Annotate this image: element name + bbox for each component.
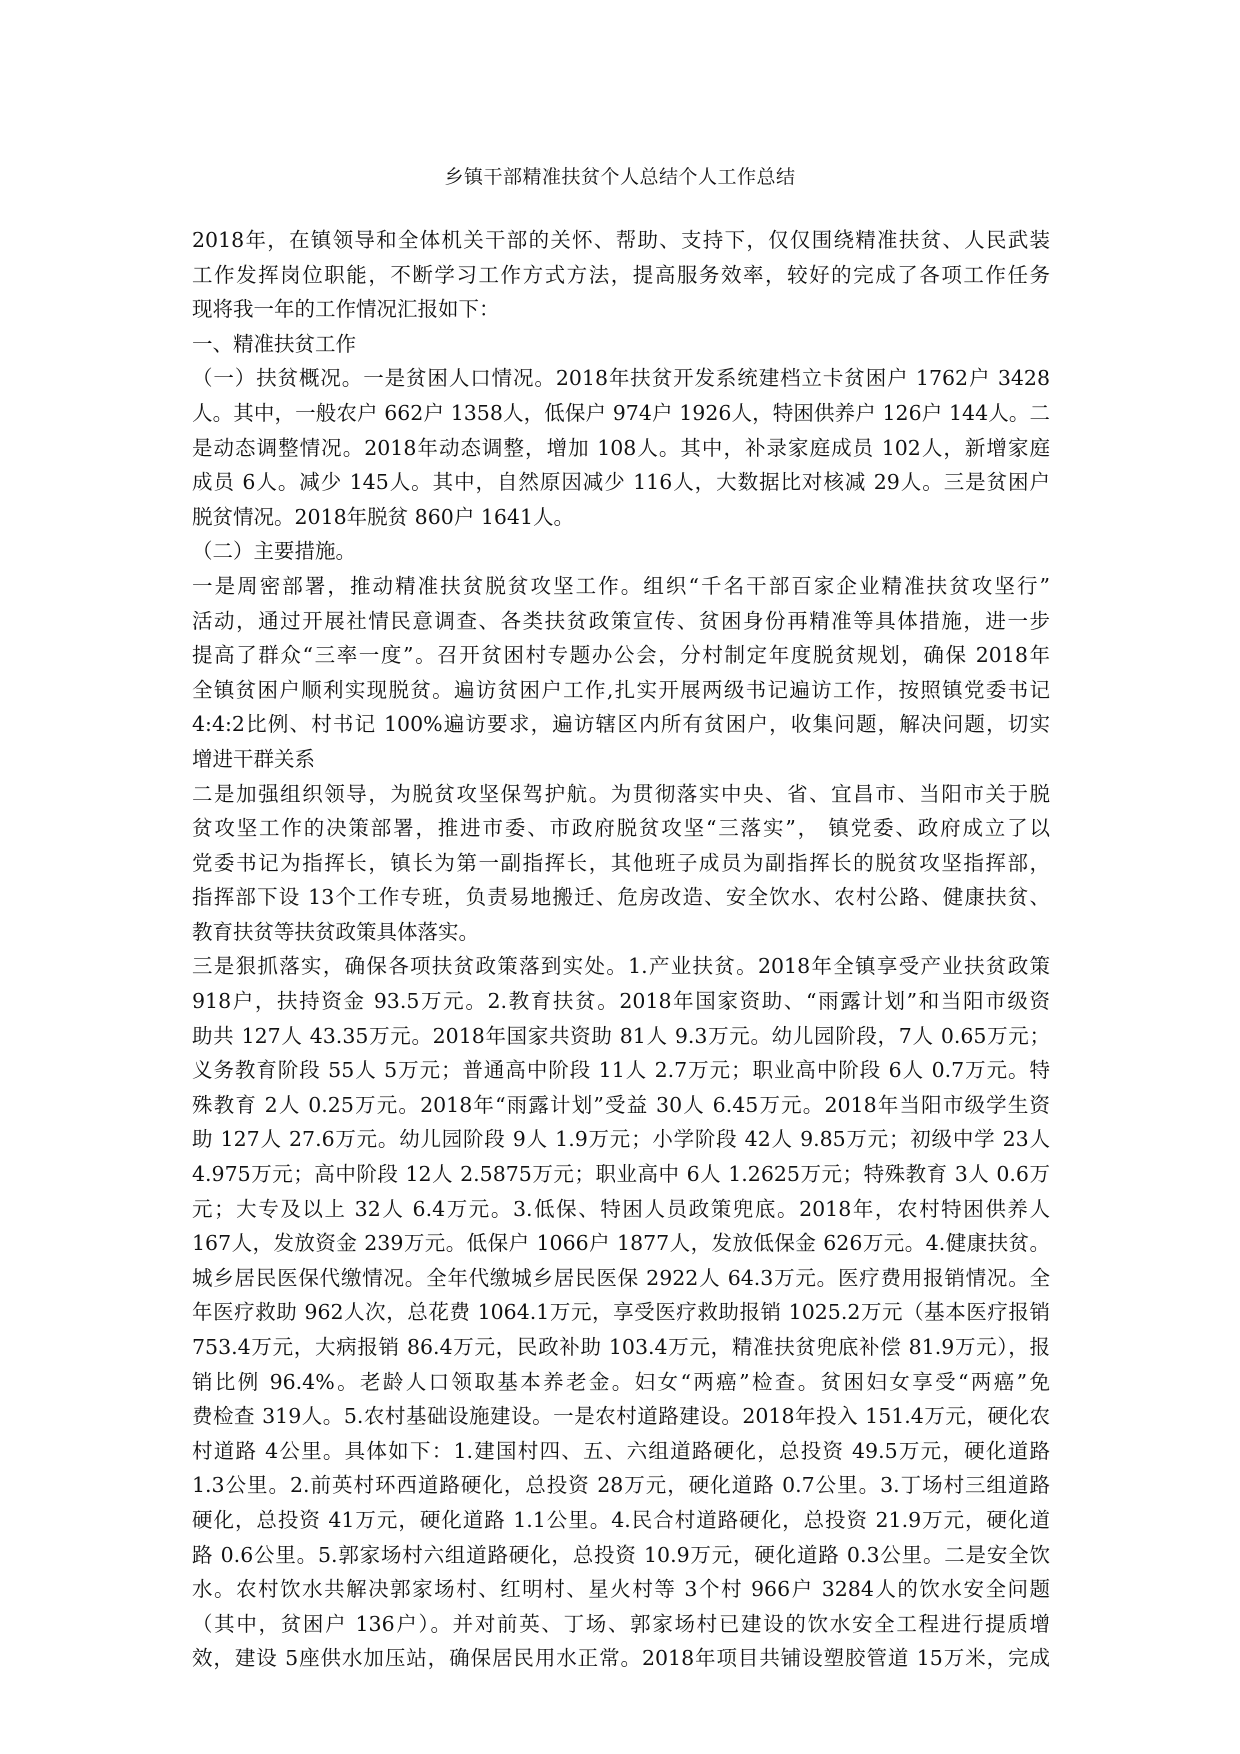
document-title: 乡镇干部精准扶贫个人总结个人工作总结: [444, 166, 796, 188]
text-line: 一、精准扶贫工作: [192, 331, 356, 356]
text-line: 殊教育 2人 0.25万元。2018年“雨露计划”受益 30人 6.45万元。2018年当阳市级学生资: [192, 1092, 1050, 1117]
text-line: 销比例 96.4%。老龄人口领取基本养老金。妇女“两癌”检查。贫困妇女享受“两癌”免: [192, 1369, 1050, 1394]
text-line: 4:4:2比例、村书记 100%遍访要求，遍访辖区内所有贫困户，收集问题，解决问题，切实: [192, 712, 1050, 737]
text-line: 贫攻坚工作的决策部署，推进市委、市政府脱贫攻坚“三落实”， 镇党委、政府成立了以: [192, 816, 1050, 841]
text-line: 村道路 4公里。具体如下：1.建国村四、五、六组道路硬化，总投资 49.5万元，硬化道路: [192, 1438, 1050, 1463]
text-line: 指挥部下设 13个工作专班，负责易地搬迁、危房改造、安全饮水、农村公路、健康扶贫、: [192, 885, 1050, 910]
text-line: 元；大专及以上 32人 6.4万元。3.低保、特困人员政策兜底。2018年，农村特困供养人: [192, 1196, 1050, 1221]
text-line: 全镇贫困户顺利实现脱贫。遍访贫困户工作,扎实开展两级书记遍访工作，按照镇党委书记: [192, 677, 1050, 702]
text-line: 1.3公里。2.前英村环西道路硬化，总投资 28万元，硬化道路 0.7公里。3.丁场村三组道路: [192, 1473, 1050, 1498]
text-line: 硬化，总投资 41万元，硬化道路 1.1公里。4.民合村道路硬化，总投资 21.9万元，硬化道: [192, 1507, 1050, 1532]
text-line: 二是加强组织领导，为脱贫攻坚保驾护航。为贯彻落实中央、省、宜昌市、当阳市关于脱: [192, 781, 1050, 806]
text-line: 城乡居民医保代缴情况。全年代缴城乡居民医保 2922人 64.3万元。医疗费用报销情况。全: [192, 1265, 1050, 1290]
text-line: 4.975万元；高中阶段 12人 2.5875万元；职业高中 6人 1.2625万元；特殊教育 3人 0.6万: [192, 1162, 1050, 1187]
text-line: 成员 6人。减少 145人。其中，自然原因减少 116人，大数据比对核减 29人。三是贫困户: [192, 470, 1050, 495]
text-line: 918户，扶持资金 93.5万元。2.教育扶贫。2018年国家资助、“雨露计划”和当阳市级资: [192, 989, 1050, 1014]
text-line: 党委书记为指挥长，镇长为第一副指挥长，其他班子成员为副指挥长的脱贫攻坚指挥部，: [192, 850, 1050, 875]
text-line: 增进干群关系: [192, 746, 315, 771]
text-line: （二）主要措施。: [192, 539, 356, 564]
text-line: 助共 127人 43.35万元。2018年国家共资助 81人 9.3万元。幼儿园阶段，7人 0.65万元；: [192, 1023, 1050, 1048]
text-line: 三是狠抓落实，确保各项扶贫政策落到实处。1.产业扶贫。2018年全镇享受产业扶贫政策: [192, 954, 1050, 979]
text-line: 助 127人 27.6万元。幼儿园阶段 9人 1.9万元；小学阶段 42人 9.85万元；初级中学 23人: [192, 1127, 1050, 1152]
text-line: 753.4万元，大病报销 86.4万元，民政补助 103.4万元，精准扶贫兜底补偿 81.9万元），报: [192, 1335, 1050, 1359]
text-line: 2018年，在镇领导和全体机关干部的关怀、帮助、支持下，仅仅围绕精准扶贫、人民武装: [192, 228, 1050, 252]
text-line: 一是周密部署，推动精准扶贫脱贫攻坚工作。组织“千名干部百家企业精准扶贫攻坚行”: [192, 573, 1050, 598]
text-line: 167人，发放资金 239万元。低保户 1066户 1877人，发放低保金 626万元。4.健康扶贫。: [192, 1231, 1050, 1256]
text-line: 效，建设 5座供水加压站，确保居民用水正常。2018年项目共铺设塑胶管道 15万米，完成: [192, 1646, 1050, 1671]
text-line: 活动，通过开展社情民意调查、各类扶贫政策宣传、贫困身份再精准等具体措施，进一步: [192, 608, 1050, 633]
text-line: 人。其中，一般农户 662户 1358人，低保户 974户 1926人，特困供养户 126户 144人。二: [192, 400, 1050, 425]
text-line: 工作发挥岗位职能，不断学习工作方式方法，提高服务效率，较好的完成了各项工作任务: [192, 262, 1050, 287]
text-line: 年医疗救助 962人次，总花费 1064.1万元，享受医疗救助报销 1025.2万元（基本医疗报销: [192, 1300, 1050, 1325]
text-line: 现将我一年的工作情况汇报如下：: [192, 297, 500, 322]
text-line: （其中，贫困户 136户）。并对前英、丁场、郭家场村已建设的饮水安全工程进行提质增: [192, 1611, 1050, 1636]
text-line: 费检查 319人。5.农村基础设施建设。一是农村道路建设。2018年投入 151.4万元，硬化农: [192, 1404, 1050, 1429]
text-line: 路 0.6公里。5.郭家场村六组道路硬化，总投资 10.9万元，硬化道路 0.3公里。二是安全饮: [192, 1542, 1050, 1567]
text-line: （一）扶贫概况。一是贫困人口情况。2018年扶贫开发系统建档立卡贫困户 1762户 3428: [192, 366, 1050, 391]
text-line: 教育扶贫等扶贫政策具体落实。: [192, 919, 479, 944]
text-line: 义务教育阶段 55人 5万元；普通高中阶段 11人 2.7万元；职业高中阶段 6人 0.7万元。特: [192, 1058, 1050, 1083]
text-line: 脱贫情况。2018年脱贫 860户 1641人。: [192, 504, 575, 529]
text-line: 是动态调整情况。2018年动态调整，增加 108人。其中，补录家庭成员 102人，新增家庭: [192, 435, 1050, 460]
text-line: 提高了群众“三率一度”。召开贫困村专题办公会，分村制定年度脱贫规划，确保 2018年: [192, 643, 1050, 668]
document-body: [192, 223, 1050, 1676]
text-line: 水。农村饮水共解决郭家场村、红明村、星火村等 3个村 966户 3284人的饮水安全问题: [192, 1577, 1050, 1602]
